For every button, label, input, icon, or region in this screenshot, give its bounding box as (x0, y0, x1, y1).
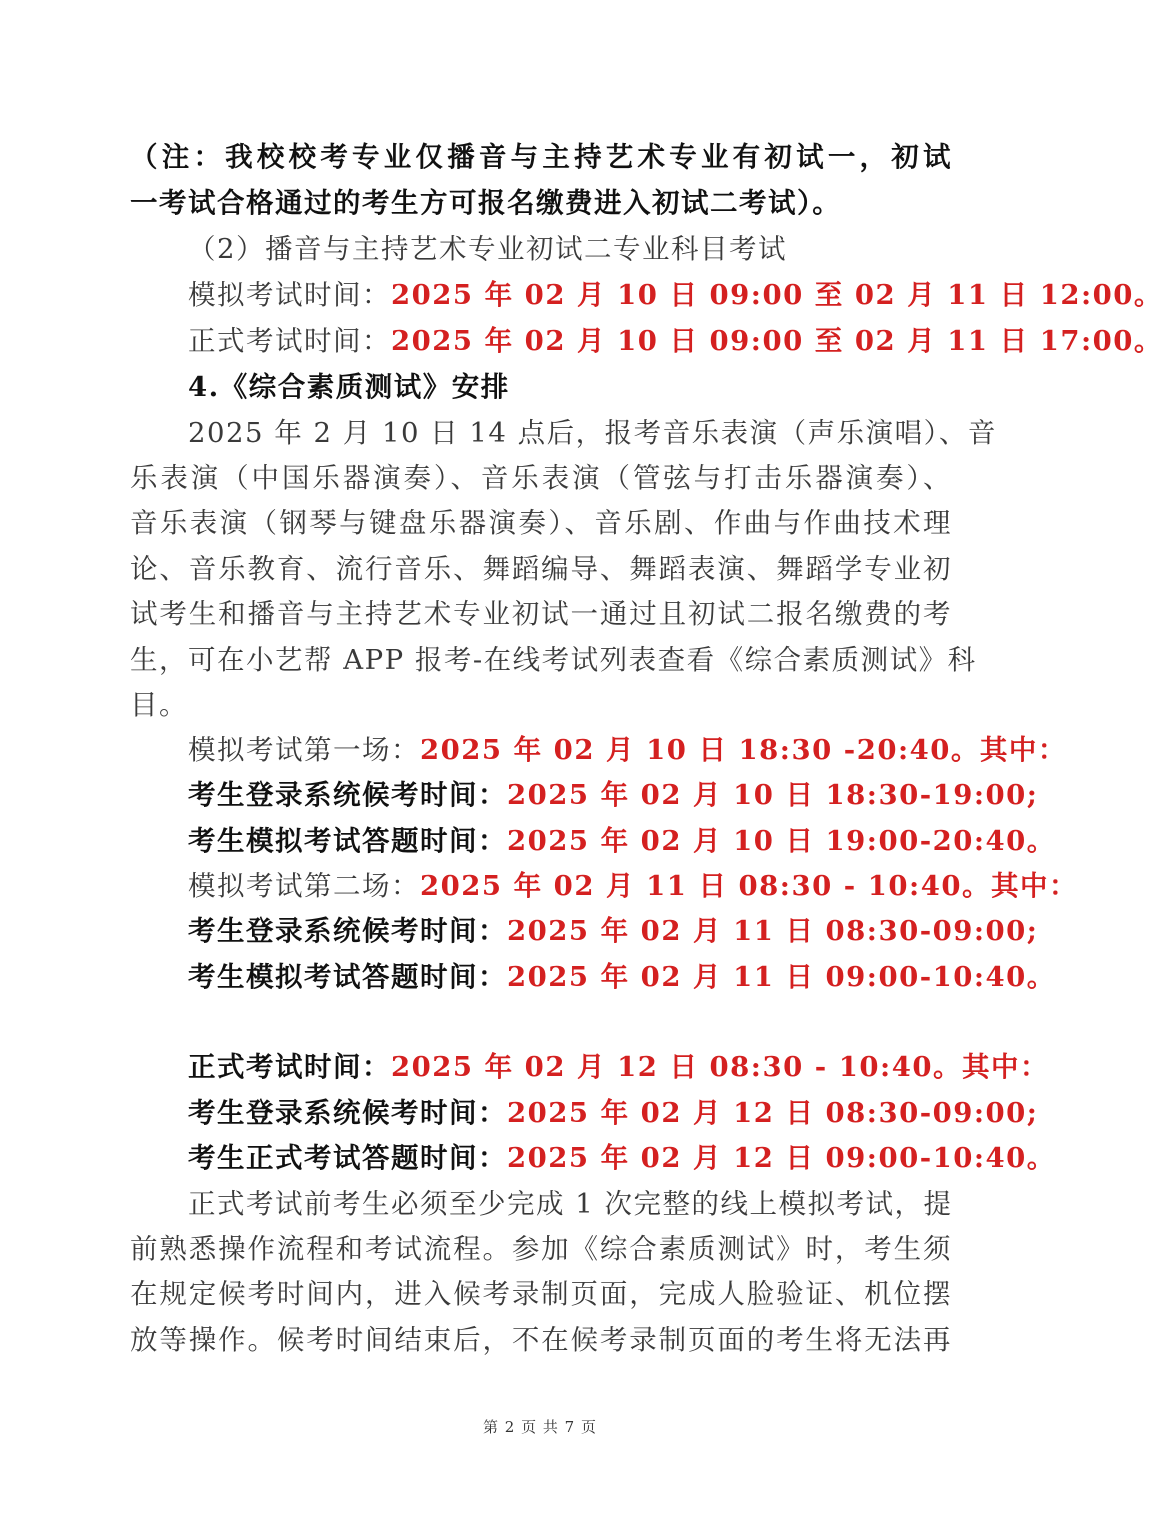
section2-formal-time (0, 318, 1163, 364)
mock-time-value: 2025 年 02 月 10 日 09:00 至 02 月 11 日 12:00。 (391, 279, 1163, 311)
mock1-answer (0, 818, 1080, 864)
mock2-login (0, 908, 1080, 954)
section4-para-line: 试考生和播音与主持艺术专业初试一通过且初试二报名缴费的考 (130, 598, 952, 630)
closing-para-line: 正式考试前考生必须至少完成 1 次完整的线上模拟考试，提 (188, 1188, 953, 1220)
section2-heading: （2）播音与主持艺术专业初试二专业科目考试 (188, 233, 787, 265)
mock1-answer-value: 2025 年 02 月 10 日 19:00-20:40。 (507, 825, 1056, 857)
mock2-answer (0, 954, 1080, 1000)
closing-para-line: 在规定候考时间内，进入候考录制页面，完成人脸验证、机位摆 (130, 1278, 952, 1310)
formal-time-value: 2025 年 02 月 10 日 09:00 至 02 月 11 日 17:00。 (391, 325, 1163, 357)
mock1-label: 模拟考试第一场： (188, 734, 420, 766)
mock1-answer-label: 考生模拟考试答题时间： (188, 825, 507, 857)
formal-label: 正式考试时间： (188, 1051, 391, 1083)
section4-para-line: 论、音乐教育、流行音乐、舞蹈编导、舞蹈表演、舞蹈学专业初 (130, 553, 952, 585)
mock2-value: 2025 年 02 月 11 日 08:30 - 10:40。其中： (420, 870, 1078, 902)
mock-time-label: 模拟考试时间： (188, 279, 391, 311)
formal-answer (0, 1135, 1080, 1181)
section2-mock-time (0, 272, 1163, 318)
section4-heading: 4.《综合素质测试》安排 (188, 371, 510, 403)
closing-para-line: 放等操作。候考时间结束后，不在候考录制页面的考生将无法再 (130, 1324, 952, 1356)
section4-para-line: 2025 年 2 月 10 日 14 点后，报考音乐表演（声乐演唱）、音 (188, 417, 997, 449)
mock2-label: 模拟考试第二场： (188, 870, 420, 902)
mock1-session (0, 727, 1080, 773)
section4-para-line: 目。 (130, 689, 188, 721)
formal-login (0, 1090, 1080, 1136)
formal-time-label: 正式考试时间： (188, 325, 391, 357)
formal-answer-label: 考生正式考试答题时间： (188, 1142, 507, 1174)
mock2-answer-label: 考生模拟考试答题时间： (188, 961, 507, 993)
note-line-2: 一考试合格通过的考生方可报名缴费进入初试二考试）。 (130, 187, 842, 219)
formal-login-label: 考生登录系统候考时间： (188, 1097, 507, 1129)
closing-para-line: 前熟悉操作流程和考试流程。参加《综合素质测试》时，考生须 (130, 1233, 952, 1265)
section4-para-line: 音乐表演（钢琴与键盘乐器演奏）、音乐剧、作曲与作曲技术理 (130, 507, 952, 539)
section4-para-line: 乐表演（中国乐器演奏）、音乐表演（管弦与打击乐器演奏）、 (130, 462, 952, 494)
mock1-value: 2025 年 02 月 10 日 18:30 -20:40。其中： (420, 734, 1067, 766)
formal-session (0, 1044, 1080, 1090)
mock2-login-label: 考生登录系统候考时间： (188, 915, 507, 947)
page-number: 第 2 页 共 7 页 (483, 1418, 597, 1436)
mock1-login-label: 考生登录系统候考时间： (188, 779, 507, 811)
formal-login-value: 2025 年 02 月 12 日 08:30-09:00; (507, 1097, 1039, 1129)
mock1-login-value: 2025 年 02 月 10 日 18:30-19:00; (507, 779, 1039, 811)
mock2-session (0, 863, 1080, 909)
mock2-answer-value: 2025 年 02 月 11 日 09:00-10:40。 (507, 961, 1056, 993)
mock1-login (0, 772, 1080, 818)
formal-value: 2025 年 02 月 12 日 08:30 - 10:40。其中： (391, 1051, 1049, 1083)
section4-para-line: 生，可在小艺帮 APP 报考-在线考试列表查看《综合素质测试》科 (130, 644, 977, 676)
formal-answer-value: 2025 年 02 月 12 日 09:00-10:40。 (507, 1142, 1056, 1174)
mock2-login-value: 2025 年 02 月 11 日 08:30-09:00; (507, 915, 1039, 947)
note-line-1: （注：我校校考专业仅播音与主持艺术专业有初试一，初试 (130, 141, 952, 173)
